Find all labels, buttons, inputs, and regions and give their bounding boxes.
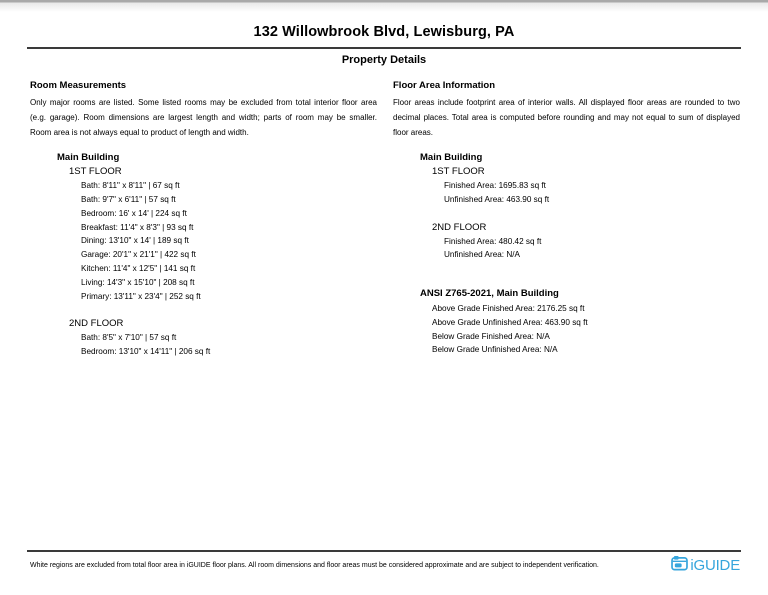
floor-label: 2ND FLOOR <box>432 221 487 233</box>
room-item: Primary: 13'11" x 23'4" | 252 sq ft <box>81 291 201 301</box>
ansi-item: Below Grade Finished Area: N/A <box>432 331 550 341</box>
ansi-heading: ANSI Z765-2021, Main Building <box>420 288 559 300</box>
footer-divider <box>27 550 741 552</box>
floor-area-block-2nd <box>393 221 740 262</box>
floor-area-section <box>393 80 740 359</box>
floor-block-2nd <box>30 317 377 358</box>
room-list <box>81 331 377 359</box>
room-list <box>81 179 377 303</box>
room-item: Dining: 13'10" x 14' | 189 sq ft <box>81 236 189 246</box>
ansi-item: Below Grade Unfinished Area: N/A <box>432 345 558 355</box>
room-item: Kitchen: 11'4" x 12'5" | 141 sq ft <box>81 263 196 273</box>
footer-disclaimer: White regions are excluded from total floor area in iGUIDE floor plans. All room dimensions and floor areas must be considered approximate and are subject to independent verification. <box>30 562 599 569</box>
iguide-camera-icon <box>671 555 688 576</box>
room-item: Bath: 9'7" x 6'11" | 57 sq ft <box>81 195 176 204</box>
room-measurements-heading: Room Measurements <box>30 80 127 91</box>
page-top-edge <box>0 0 768 12</box>
floor-block-1st <box>30 165 377 303</box>
room-item: Bath: 8'5" x 7'10" | 57 sq ft <box>81 333 177 343</box>
floor-area-block-1st <box>393 165 740 206</box>
floor-area-description: Floor areas include footprint area of interior walls. All displayed floor areas are rounded to two decimal places. Total area is computed before rounding and may not equal to sum of displayed floor areas. <box>393 98 740 138</box>
building-name: Main Building <box>57 151 120 163</box>
ansi-block <box>393 287 740 357</box>
ansi-item: Above Grade Unfinished Area: 463.90 sq ft <box>432 317 588 327</box>
room-measurements-description: Only major rooms are listed. Some listed rooms may be excluded from total interior floor area (e.g. garage). Room dimensions are largest length and width; parts of room may be smaller. Room area is not always equal to product of length and width. <box>30 98 377 138</box>
area-list <box>444 235 740 263</box>
area-item: Unfinished Area: 463.90 sq ft <box>444 195 550 204</box>
room-item: Bedroom: 16' x 14' | 224 sq ft <box>81 208 187 218</box>
floor-label: 1ST FLOOR <box>432 166 485 178</box>
floor-area-heading: Floor Area Information <box>393 80 496 91</box>
floor-label: 2ND FLOOR <box>69 318 124 330</box>
content-columns <box>30 80 740 359</box>
building-name: Main Building <box>420 151 483 163</box>
room-item: Bedroom: 13'10" x 14'11" | 206 sq ft <box>81 346 211 356</box>
page-footer <box>0 543 768 576</box>
area-item: Finished Area: 480.42 sq ft <box>444 236 542 246</box>
area-list <box>444 179 740 207</box>
page-subtitle: Property Details <box>341 54 427 66</box>
area-item: Unfinished Area: N/A <box>444 250 521 260</box>
iguide-logo <box>671 555 740 576</box>
header-divider <box>27 47 741 49</box>
room-item: Living: 14'3" x 15'10" | 208 sq ft <box>81 277 195 287</box>
room-item: Breakfast: 11'4" x 8'3" | 93 sq ft <box>81 222 194 232</box>
page-title: 132 Willowbrook Blvd, Lewisburg, PA <box>253 24 515 40</box>
area-item: Finished Area: 1695.83 sq ft <box>444 181 546 191</box>
room-item: Bath: 8'11" x 8'11" | 67 sq ft <box>81 181 180 191</box>
ansi-list <box>432 302 740 357</box>
iguide-logo-text: iGUIDE <box>690 557 740 574</box>
ansi-item: Above Grade Finished Area: 2176.25 sq ft <box>432 303 585 313</box>
room-measurements-section <box>30 80 377 359</box>
room-item: Garage: 20'1" x 21'1" | 422 sq ft <box>81 250 196 260</box>
floor-label: 1ST FLOOR <box>69 166 122 178</box>
